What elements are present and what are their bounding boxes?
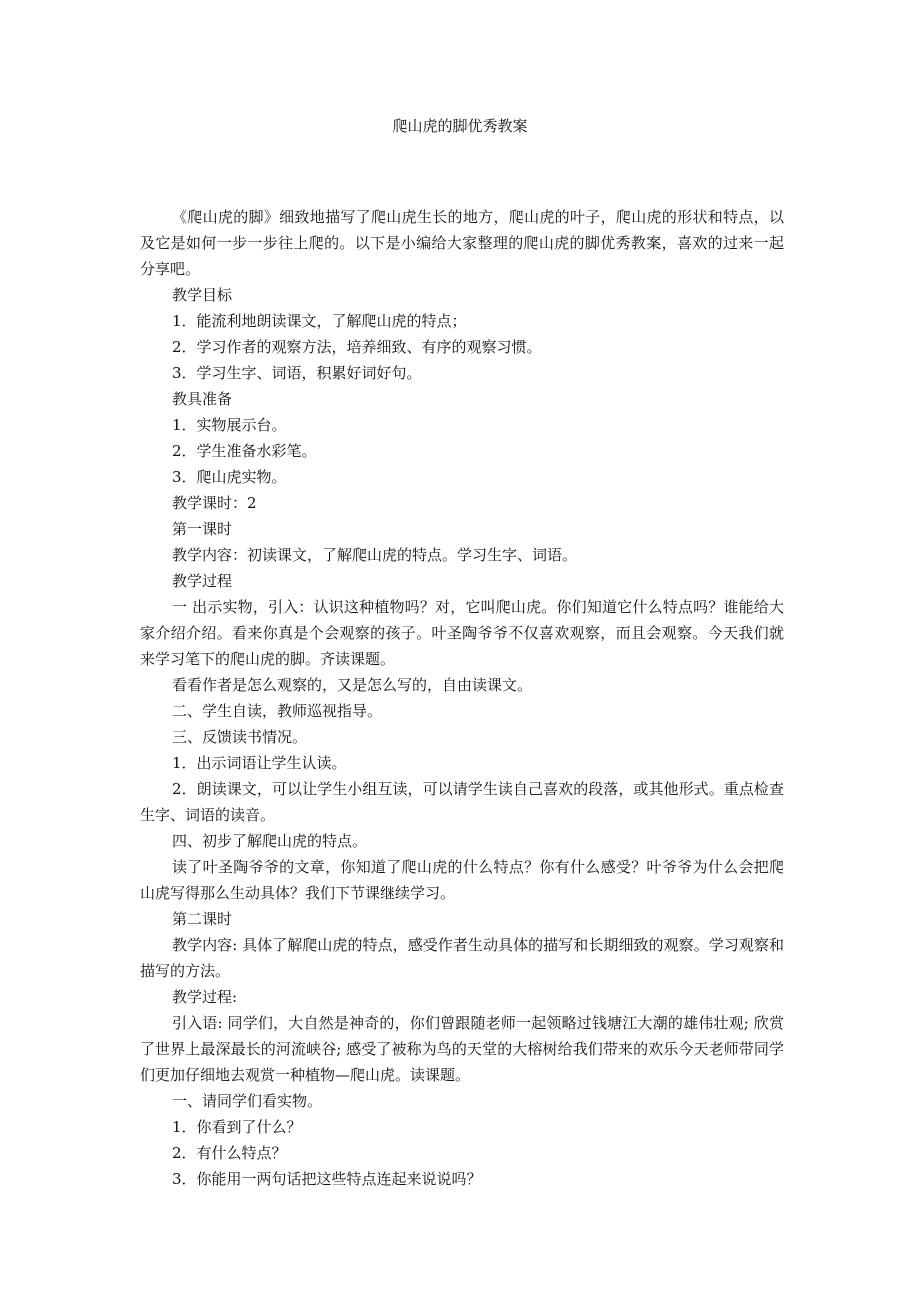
paragraph-introduction-speech: 引入语: 同学们，大自然是神奇的，你们曾跟随老师一起领略过钱塘江大潮的雄伟壮观; 欣赏了世界上最深最长的河流峡谷; 感受了被称为鸟的天堂的大榕树给我们带来的欢乐今天老师带同学们更加仔细地去观赏一种植物—爬山虎。读课题。 bbox=[140, 1014, 784, 1084]
list-item: 2．学生准备水彩笔。 bbox=[172, 442, 317, 460]
list-item: 2．学习作者的观察方法，培养细致、有序的观察习惯。 bbox=[172, 338, 542, 356]
list-item: 1．你看到了什么？ bbox=[172, 1118, 302, 1136]
heading-process-2: 教学过程: bbox=[172, 988, 238, 1006]
paragraph-intro: 《爬山虎的脚》细致地描写了爬山虎生长的地方，爬山虎的叶子，爬山虎的形状和特点，以及它是如何一步一步往上爬的。以下是小编给大家整理的爬山虎的脚优秀教案，喜欢的过来一起分享吧。 bbox=[140, 208, 784, 278]
lesson-2-content: 教学内容: 具体了解爬山虎的特点，感受作者生动具体的描写和长期细致的观察。学习观察和描写的方法。 bbox=[140, 936, 784, 980]
list-item: 2．有什么特点？ bbox=[172, 1144, 287, 1162]
list-item: 3．你能用一两句话把这些特点连起来说说吗？ bbox=[172, 1170, 482, 1188]
paragraph: 一、请同学们看实物。 bbox=[172, 1092, 323, 1110]
paragraph: 读了叶圣陶爷爷的文章，你知道了爬山虎的什么特点？你有什么感受？叶爷爷为什么会把爬山虎写得那么生动具体？我们下节课继续学习。 bbox=[140, 858, 784, 902]
paragraph: 一 出示实物，引入：认识这种植物吗？对，它叫爬山虎。你们知道它什么特点吗？谁能给大家介绍介绍。看来你真是个会观察的孩子。叶圣陶爷爷不仅喜欢观察，而且会观察。今天我们就来学习笔下的爬山虎的脚。齐读课题。 bbox=[140, 598, 784, 668]
heading-lesson-1: 第一课时 bbox=[172, 520, 233, 538]
document-title: 爬山虎的脚优秀教案 bbox=[392, 117, 528, 135]
list-item: 3．爬山虎实物。 bbox=[172, 468, 287, 486]
lesson-1-content: 教学内容：初读课文，了解爬山虎的特点。学习生字、词语。 bbox=[172, 546, 578, 564]
list-item: 2．朗读课文，可以让学生小组互读，可以请学生读自己喜欢的段落，或其他形式。重点检查生字、词语的读音。 bbox=[140, 780, 784, 824]
list-item: 3．学习生字、词语，积累好词好句。 bbox=[172, 364, 422, 382]
paragraph: 三、反馈读书情况。 bbox=[172, 728, 308, 746]
list-item: 1．出示词语让学生认读。 bbox=[172, 754, 347, 772]
list-item: 1．能流利地朗读课文，了解爬山虎的特点； bbox=[172, 312, 467, 330]
paragraph: 四、初步了解爬山虎的特点。 bbox=[172, 832, 368, 850]
heading-lesson-2: 第二课时 bbox=[172, 910, 233, 928]
list-item: 1．实物展示台。 bbox=[172, 416, 287, 434]
paragraph: 看看作者是怎么观察的，又是怎么写的，自由读课文。 bbox=[172, 676, 533, 694]
heading-objectives: 教学目标 bbox=[172, 286, 233, 304]
document-body bbox=[140, 204, 784, 1192]
paragraph: 二、学生自读，教师巡视指导。 bbox=[172, 702, 383, 720]
heading-materials: 教具准备 bbox=[172, 390, 233, 408]
heading-process: 教学过程 bbox=[172, 572, 233, 590]
class-hours: 教学课时：2 bbox=[172, 494, 257, 512]
